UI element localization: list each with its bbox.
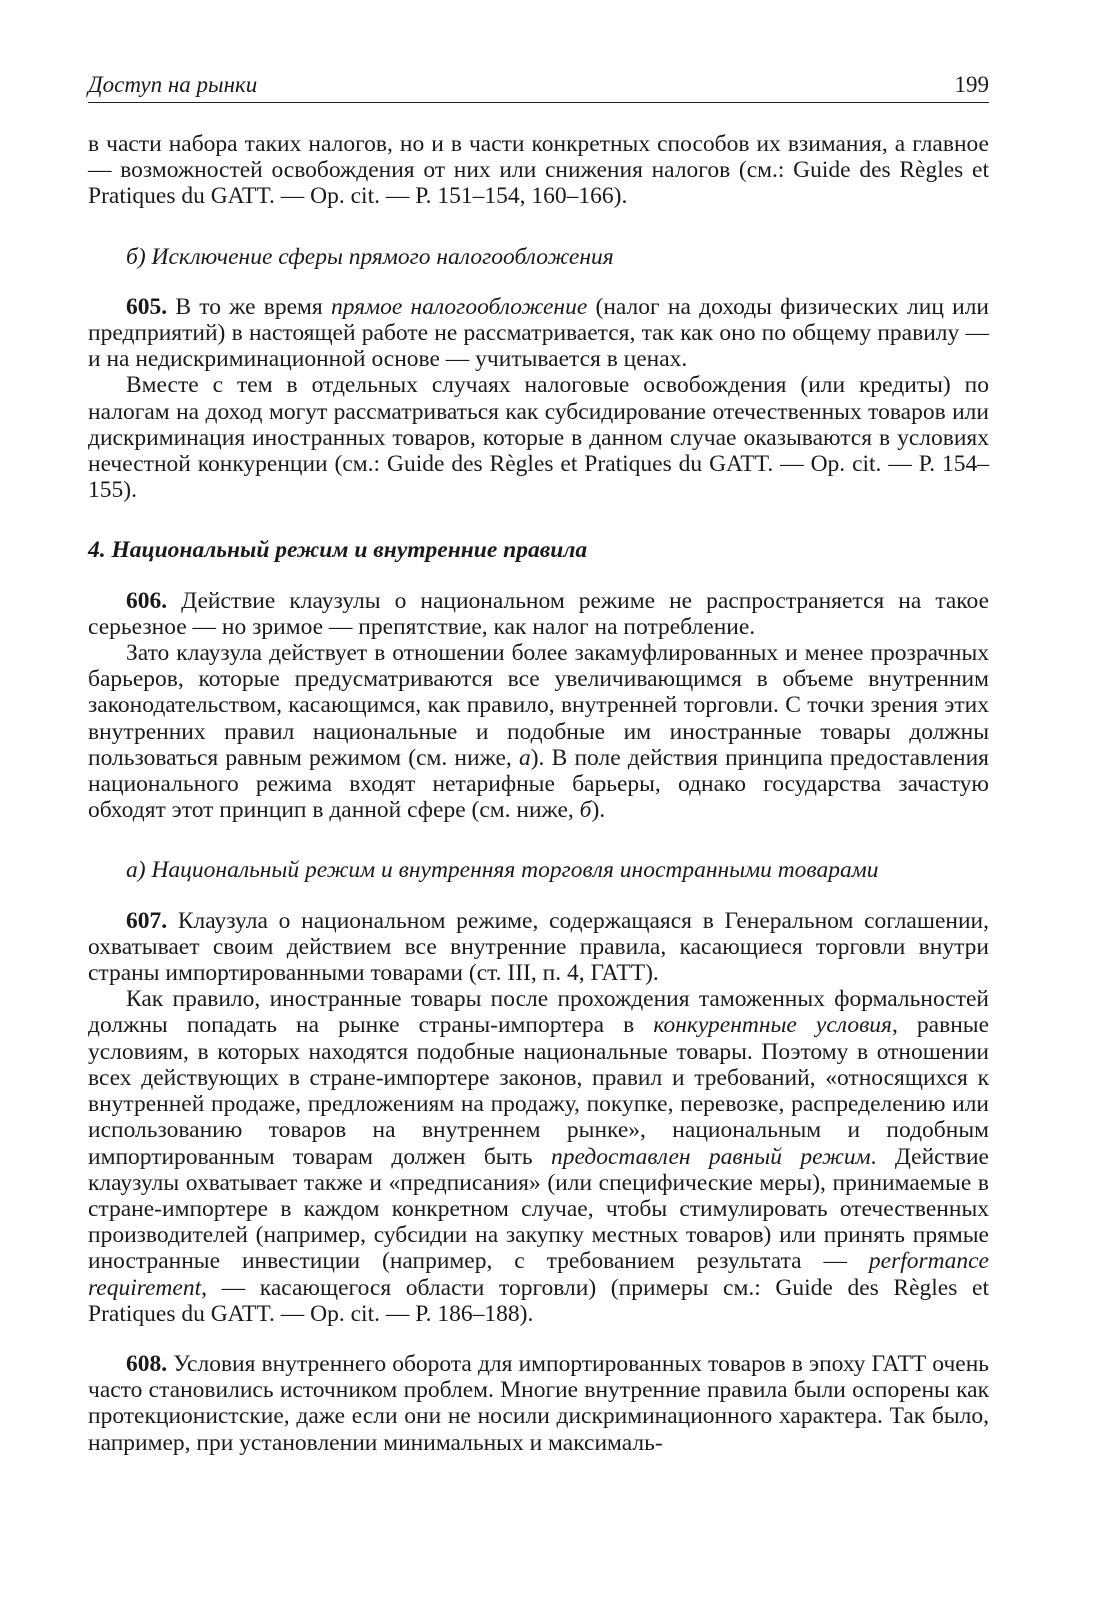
running-header [88, 64, 989, 103]
paragraph-607: 607. Клаузула о национальном режиме, содержащаяся в Генеральном соглашении, охватывает своим действием все внутренние правила, касающиеся торговли внутри страны импортированными товарами (ст. III, п. 4, ГАТТ). [88, 907, 989, 987]
paragraph-number: 606. [126, 587, 168, 614]
paragraph-608: 608. Условия внутреннего оборота для импортированных товаров в эпоху ГАТТ очень часто становились источником проблем. Многие внутренние правила были оспорены как протекционистские, даже если они не носили дискриминационного характера. Так было, например, при установлении минимальных и максималь- [88, 1350, 989, 1456]
paragraph-605: 605. В то же время прямое налогообложение (налог на доходы физических лиц или предприятий) в настоящей работе не рассматривается, так как оно по общему правилу — и на недискриминационной основе — учитывается в ценах. [88, 293, 990, 373]
paragraph-intro: в части набора таких налогов, но и в части конкретных способов их взимания, а главное — возможностей освобождения от них или снижения налогов (см.: Guide des Règles et Pratiques du GATT. — Op. cit. — P. 151–154, 160–166). [88, 131, 989, 210]
page-number: 199 [954, 72, 989, 97]
subheading-a: а) Национальный режим и внутренняя торговля иностранными товарами [126, 857, 879, 884]
body-text [88, 131, 989, 1456]
paragraph-605-cont: Вместе с тем в отдельных случаях налоговые освобождения (или кредиты) по налогам на доход могут рассматриваться как субсидирование отечественных товаров или дискриминация иностранных товаров, которые в данном случае оказываются в условиях нечестной конкуренции (см.: Guide des Règles et Pratiques du GATT. — Op. cit. — P. 154–155). [88, 372, 989, 504]
paragraph-606: 606. Действие клаузулы о национальном режиме не распространяется на такое серьезное — но зримое — препятствие, как налог на потребление. [88, 587, 989, 640]
paragraph-606-cont: Зато клаузула действует в отношении более закамуфлированных и менее прозрачных барьеров, которые предусматриваются все увеличивающимся в объеме внутренним законодательством, касающимся, как правило, внутренней торговли. С точки зрения этих внутренних правил национальные и подобные им иностранные товары должны пользоваться равным режимом (см. ниже, а). В поле действия принципа предоставления национального режима входят нетарифные барьеры, однако государства зачастую обходят этот принцип в данной сфере (см. ниже, б). [88, 640, 989, 824]
subheading-b: б) Исключение сферы прямого налогообложения [126, 243, 614, 270]
header-title: Доступ на рынки [88, 72, 258, 97]
paragraph-number: 607. [126, 907, 168, 934]
emphasis: прямое налогообложение [330, 293, 588, 320]
paragraph-number: 608. [126, 1350, 168, 1377]
paragraph-number: 605. [126, 293, 168, 320]
paragraph-607-cont: Как правило, иностранные товары после прохождения таможенных формальностей должны попадать на рынке страны-импортера в конкурентные условия, равные условиям, в которых находятся подобные национальные товары. Поэтому в отношении всех действующих в стране-импортере законов, правил и требований, «относящихся к внутренней продаже, предложениям на продажу, покупке, перевозке, распределению или использованию товаров на внутреннем рынке», национальным и подобным импортированным товарам должен быть предоставлен равный режим. Действие клаузулы охватывает также и «предписания» (или специфические меры), принимаемые в стране-импортере в каждом конкретном случае, чтобы стимулировать отечественных производителей (например, субсидии на закупку местных товаров) или принять прямые иностранные инвестиции (например, с требованием результата — performance requirement, — касающегося области торговли) (примеры см.: Guide des Règles et Pratiques du GATT. — Op. cit. — P. 186–188). [88, 986, 990, 1327]
section-heading-4: 4. Национальный режим и внутренние правила [88, 537, 588, 564]
